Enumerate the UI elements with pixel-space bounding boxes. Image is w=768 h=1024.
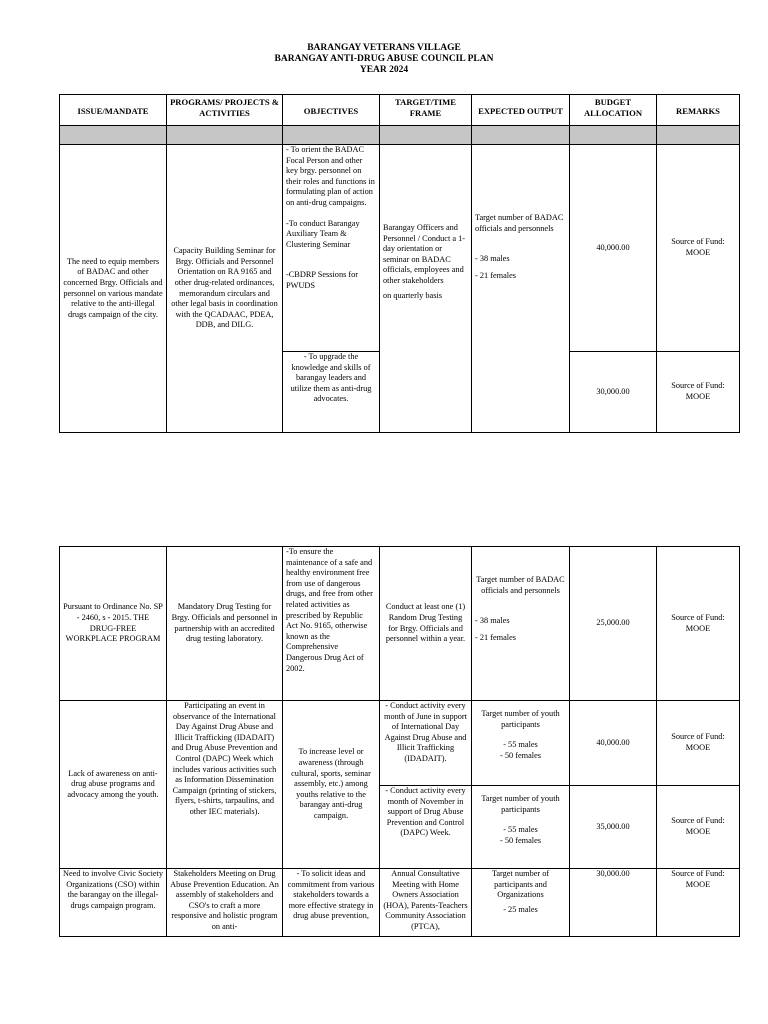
column-header-remarks: REMARKS [657, 95, 740, 126]
target-cell: Conduct at least one (1) Random Drug Testing for Brgy. Officials and personnel within a year. [380, 547, 472, 701]
objective-text: - To orient the BADAC Focal Person and other key brgy. personnel on their roles and functions in formulating plan of action on anti-drug campaigns. [286, 145, 375, 207]
column-header-issue: ISSUE/MANDATE [60, 95, 167, 126]
target-text: on quarterly basis [383, 290, 442, 300]
column-header-objectives: OBJECTIVES [283, 95, 380, 126]
output-males: - 38 males [475, 616, 510, 626]
output-males: - 25 males [503, 904, 538, 914]
objective-text: -To conduct Barangay Auxiliary Team & Clustering Seminar [286, 218, 360, 249]
budget-cell: 40,000.00 [570, 701, 657, 786]
objectives-cell: To increase level or awareness (through cultural, sports, seminar assembly, etc.) among youths relative to the barangay anti-drug campaign. [283, 701, 380, 869]
objective-text: -CBDRP Sessions for PWUDS [286, 270, 359, 290]
table-row [60, 547, 740, 701]
output-females: - 50 females [499, 835, 541, 845]
column-header-programs: PROGRAMS/ PROJECTS & ACTIVITIES [167, 95, 283, 126]
table-row [60, 701, 740, 786]
output-males: - 38 males [475, 254, 510, 264]
budget-cell: 25,000.00 [570, 547, 657, 701]
output-females: - 21 females [475, 270, 517, 280]
output-text: Target number of BADAC officials and personnels [475, 213, 564, 233]
output-text: Target number of BADAC officials and personnels [476, 575, 565, 595]
target-text: Barangay Officers and Personnel / Conduct a 1-day orientation or seminar on BADAC officials, employees and other stakeholders [383, 223, 466, 285]
output-males: - 55 males [503, 740, 538, 750]
programs-cell: Stakeholders Meeting on Drug Abuse Prevention Education. An assembly of stakeholders and CSO's to craft a more responsive and holistic program on anti- [167, 869, 283, 937]
output-cell [472, 701, 570, 786]
plan-table-page-2 [59, 546, 740, 937]
table-header-row [60, 95, 740, 126]
table-row [60, 869, 740, 937]
output-text: Target number of youth participants [481, 709, 560, 729]
issue-cell: Pursuant to Ordinance No. SP - 2460, s - 2015. THE DRUG-FREE WORKPLACE PROGRAM [60, 547, 167, 701]
budget-cell: 30,000.00 [570, 352, 657, 433]
remarks-cell: Source of Fund: MOOE [657, 786, 740, 869]
output-text: Target number of youth participants [481, 794, 560, 814]
column-header-budget: BUDGET ALLOCATION [570, 95, 657, 126]
target-cell: - Conduct activity every month of November in support of Drug Abuse Prevention and Control (DAPC) Week. [380, 786, 472, 869]
plan-title: BARANGAY ANTI-DRUG ABUSE COUNCIL PLAN [274, 54, 494, 64]
document-header [0, 43, 768, 76]
column-header-output: EXPECTED OUTPUT [472, 95, 570, 126]
remarks-cell: Source of Fund: MOOE [657, 145, 740, 352]
remarks-cell: Source of Fund: MOOE [657, 352, 740, 433]
output-text: Target number of participants and Organizations [491, 869, 550, 900]
plan-table-page-1 [59, 94, 740, 433]
remarks-cell: Source of Fund: MOOE [657, 869, 740, 937]
issue-cell: Need to involve Civic Society Organizations (CSO) within the barangay on the illegal-drugs campaign program. [60, 869, 167, 937]
programs-cell: Mandatory Drug Testing for Brgy. Officials and personnel in partnership with an accredited drug testing laboratory. [167, 547, 283, 701]
remarks-cell: Source of Fund: MOOE [657, 701, 740, 786]
plan-year: YEAR 2024 [359, 65, 409, 75]
budget-cell: 30,000.00 [570, 869, 657, 937]
target-cell [380, 145, 472, 433]
remarks-cell: Source of Fund: MOOE [657, 547, 740, 701]
objectives-cell: - To upgrade the knowledge and skills of barangay leaders and utilize them as anti-drug advocates. [283, 352, 380, 433]
output-cell [472, 145, 570, 433]
issue-cell: Lack of awareness on anti-drug abuse programs and advocacy among the youth. [60, 701, 167, 869]
target-cell: Annual Consultative Meeting with Home Owners Association (HOA), Parents-Teachers Community Association (PTCA), [380, 869, 472, 937]
budget-cell: 35,000.00 [570, 786, 657, 869]
budget-cell: 40,000.00 [570, 145, 657, 352]
output-females: - 21 females [475, 632, 517, 642]
issue-cell: The need to equip members of BADAC and other concerned Brgy. Officials and personnel on various mandate relative to the anti-illegal drugs campaign of the city. [60, 145, 167, 433]
output-cell [472, 869, 570, 937]
barangay-name: BARANGAY VETERANS VILLAGE [307, 43, 461, 53]
programs-cell: Participating an event in observance of the International Day Against Drug Abuse and Illicit Trafficking (IDADAIT) and Drug Abuse Prevention and Control (DAPC) Week which includes various activities such as Information Dissemination Campaign (printing of stickers, flyers, t-shirts, tarpaulins, and other IEC materials). [167, 701, 283, 869]
column-header-target: TARGET/TIME FRAME [380, 95, 472, 126]
objectives-cell: -To ensure the maintenance of a safe and healthy environment free from use of dangerous drugs, and free from other related activities as prescribed by Republic Act No. 9165, otherwise known as the Comprehensive Dangerous Drug Act of 2002. [283, 547, 380, 701]
shaded-separator-row [60, 126, 740, 145]
programs-cell: Capacity Building Seminar for Brgy. Officials and Personnel Orientation on RA 9165 and other drug-related ordinances, memorandum circulars and other legal basis in coordination with the QCADAAC, PDEA, DDB, and DILG. [167, 145, 283, 433]
output-cell [472, 547, 570, 701]
output-cell [472, 786, 570, 869]
objectives-cell: - To solicit ideas and commitment from various stakeholders towards a more effective strategy in drug abuse prevention, [283, 869, 380, 937]
table-row [60, 145, 740, 352]
target-cell: - Conduct activity every month of June in support of International Day Against Drug Abuse and Illicit Trafficking (IDADAIT). [380, 701, 472, 786]
objectives-cell [283, 145, 380, 352]
output-males: - 55 males [503, 825, 538, 835]
output-females: - 50 females [499, 750, 541, 760]
